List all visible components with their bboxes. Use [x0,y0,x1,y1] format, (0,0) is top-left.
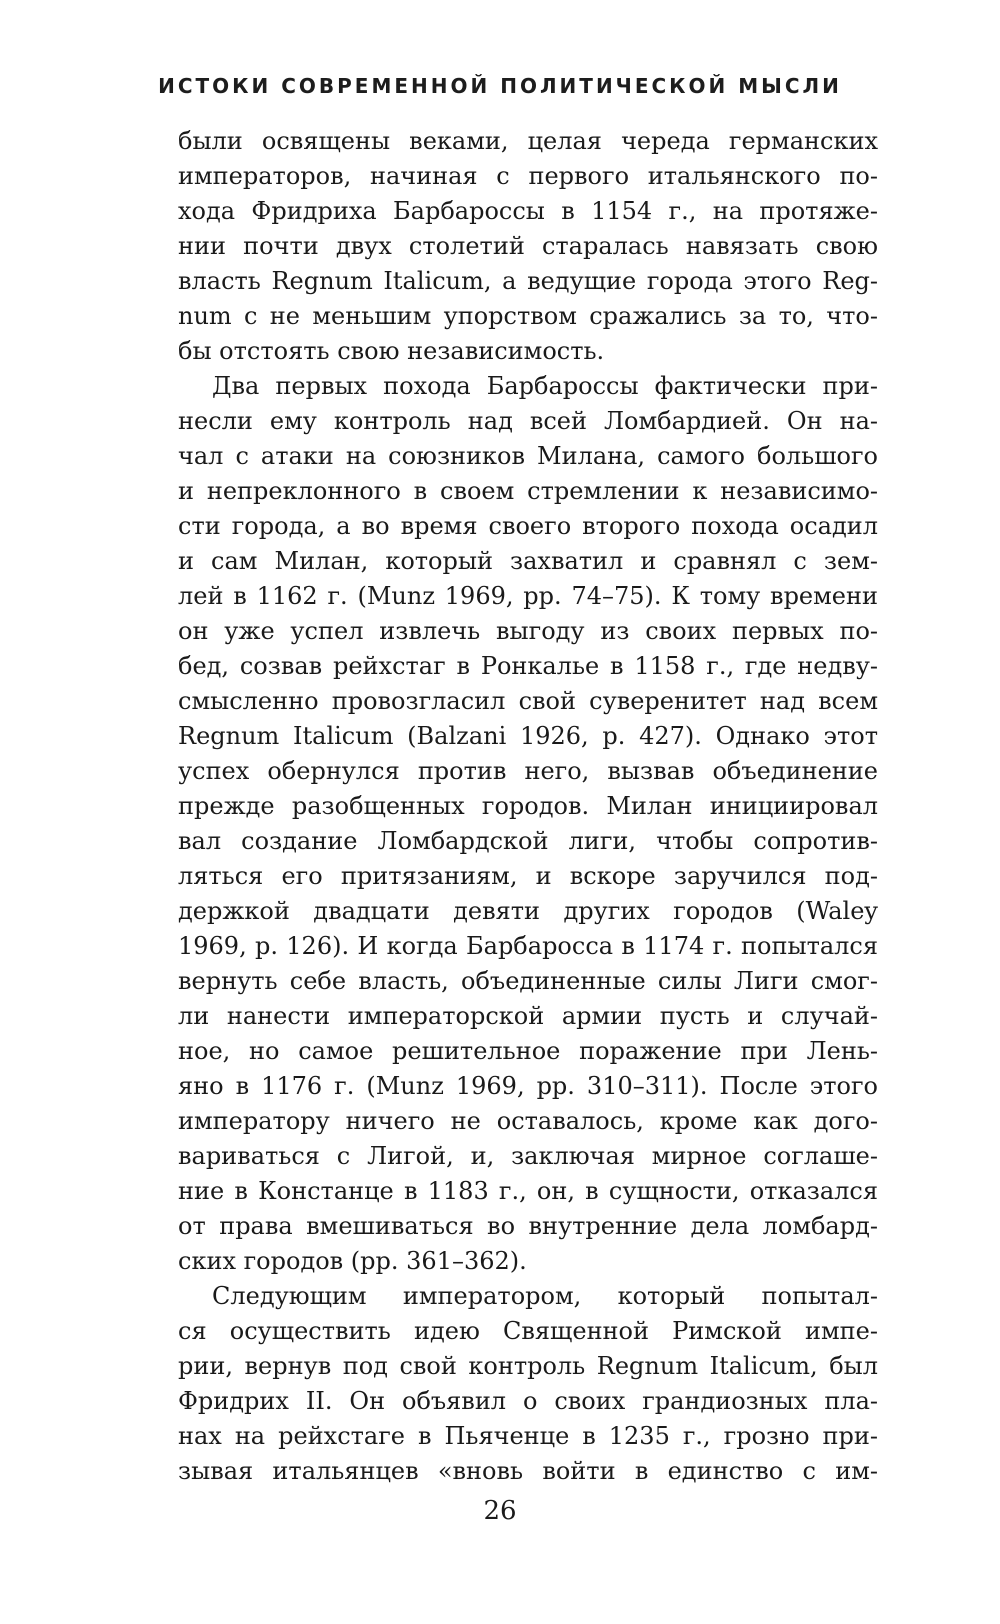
running-head: ИСТОКИ СОВРЕМЕННОЙ ПОЛИТИЧЕСКОЙ МЫСЛИ [158,74,842,98]
text-line: ное, но самое решительное поражение при Лень- [178,1037,878,1065]
text-line: чал с атаки на союзников Милана, самого большого [178,442,878,470]
text-line: бед, созвав рейхстаг в Ронкалье в 1158 г., где недву- [178,652,878,680]
text-line: императору ничего не оставалось, кроме как дого- [178,1107,878,1135]
text-line: вариваться с Лигой, и, заключая мирное соглаше- [178,1142,878,1170]
text-line: Фридрих II. Он объявил о своих грандиозных пла- [178,1387,878,1415]
text-line: рии, вернув под свой контроль Regnum Italicum, был [178,1352,878,1380]
text-line: яно в 1176 г. (Munz 1969, pp. 310–311). После этого [178,1072,878,1100]
text-line: лей в 1162 г. (Munz 1969, pp. 74–75). К тому времени [178,582,878,610]
text-line: держкой двадцати девяти других городов (Waley [178,897,878,925]
text-line: Следующим императором, который попытал- [212,1282,878,1310]
text-line: он уже успел извлечь выгоду из своих первых по- [178,617,878,645]
text-line: вернуть себе власть, объединенные силы Лиги смог- [178,967,878,995]
text-line: нах на рейхстаге в Пьяченце в 1235 г., грозно при- [178,1422,878,1450]
text-line: зывая итальянцев «вновь войти в единство с им- [178,1457,878,1485]
text-line: власть Regnum Italicum, а ведущие города этого Reg- [178,267,878,295]
text-line: и непреклонного в своем стремлении к независимо- [178,477,878,505]
text-line: ся осуществить идею Священной Римской импе- [178,1317,878,1345]
text-line: смысленно провозгласил свой суверенитет над всем [178,687,878,715]
text-line: императоров, начиная с первого итальянского по- [178,162,878,190]
text-line: бы отстоять свою независимость. [178,337,605,365]
text-line: сти города, а во время своего второго похода осадил [178,512,878,540]
text-line: Regnum Italicum (Balzani 1926, p. 427). Однако этот [178,722,878,750]
text-line: ли нанести императорской армии пусть и случай- [178,1002,878,1030]
text-line: хода Фридриха Барбароссы в 1154 г., на протяже- [178,197,878,225]
text-line: успех обернулся против него, вызвав объединение [178,757,878,785]
text-line: 1969, p. 126). И когда Барбаросса в 1174 г. попытался [178,932,878,960]
text-line: num с не меньшим упорством сражались за то, что- [178,302,878,330]
text-line: от права вмешиваться во внутренние дела ломбард- [178,1212,878,1240]
text-line: прежде разобщенных городов. Милан инициировал [178,792,878,820]
text-line: ние в Констанце в 1183 г., он, в сущности, отказался [178,1177,878,1205]
body-text [178,124,878,1489]
text-line: вал создание Ломбардской лиги, чтобы сопротив- [178,827,878,855]
text-line: нии почти двух столетий старалась навязать свою [178,232,878,260]
text-line: ских городов (pp. 361–362). [178,1247,527,1275]
text-line: были освящены веками, целая череда германских [178,127,878,155]
text-line: Два первых похода Барбароссы фактически при- [212,372,878,400]
text-line: ляться его притязаниям, и вскоре заручился под- [178,862,878,890]
text-line: несли ему контроль над всей Ломбардией. Он на- [178,407,878,435]
page-number: 26 [483,1496,517,1526]
text-line: и сам Милан, который захватил и сравнял с зем- [178,547,878,575]
